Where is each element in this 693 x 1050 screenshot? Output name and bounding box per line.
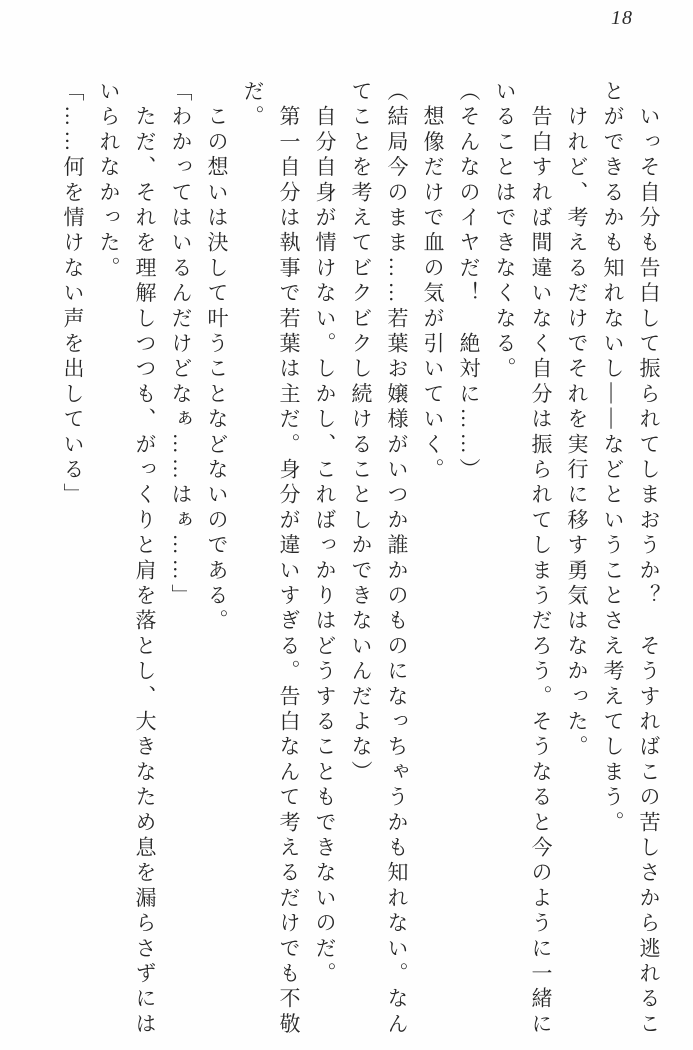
paragraph: 「わかってはいるんだけどなぁ……はぁ……」 xyxy=(169,80,193,610)
paragraph: ただ、それを理解しつつも、がっくりと肩を落とし、大きなため息を漏らさずにはいられなかった。 xyxy=(97,80,157,1038)
page-number: 18 xyxy=(611,7,633,29)
text-body xyxy=(55,80,667,1042)
paragraph: 第一自分は執事で若葉は主だ。身分が違いすぎる。告白なんて考えるだけでも不敬だ。 xyxy=(241,80,301,1038)
paragraph: （そんなのイヤだ！ 絶対に……） xyxy=(457,80,481,484)
paragraph: 「……何を情けない声を出している」 xyxy=(61,80,85,509)
paragraph: （結局今のまま……若葉お嬢様がいつか誰かのものになっちゃうかも知れない。なんてことを考えてビクビクし続けることしかできないんだよな） xyxy=(349,80,409,1038)
paragraph: この想いは決して叶うことなどないのである。 xyxy=(205,80,229,635)
paragraph: けれど、考えるだけでそれを実行に移す勇気はなかった。 xyxy=(565,80,589,761)
paragraph: いっそ自分も告白して振られてしまおうか？ そうすればこの苦しさから逃れることができるかも知れないし——などということさえ考えてしまう。 xyxy=(601,80,661,1038)
paragraph: 想像だけで血の気が引いていく。 xyxy=(421,80,445,484)
paragraph: 自分自身が情けない。しかし、こればっかりはどうすることもできないのだ。 xyxy=(313,80,337,988)
paragraph: 告白すれば間違いなく自分は振られてしまうだろう。そうなると今のように一緒にいることはできなくなる。 xyxy=(493,80,553,1038)
